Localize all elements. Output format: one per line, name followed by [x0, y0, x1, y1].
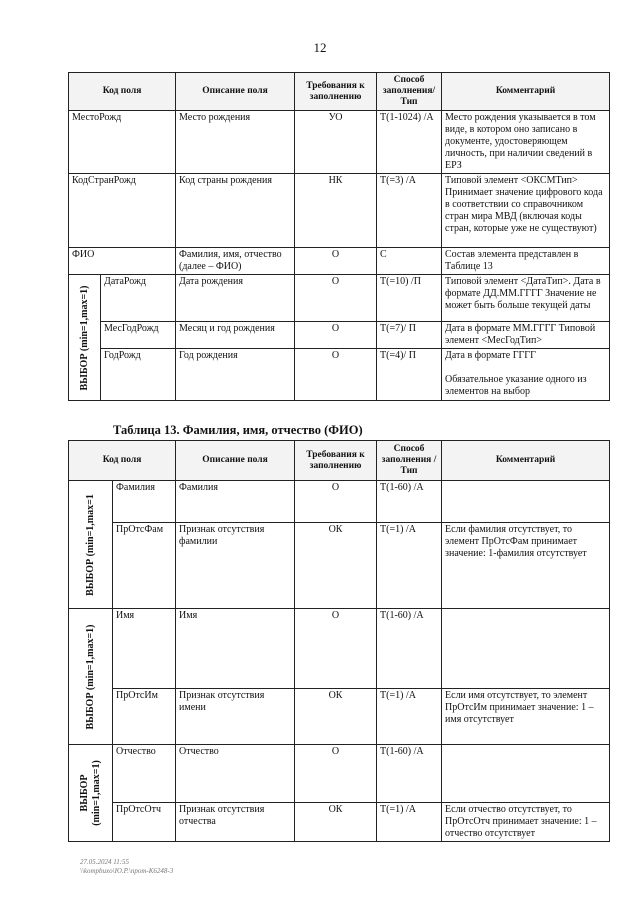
cell-method: Т(=1) /А	[377, 523, 442, 609]
table-fio	[68, 440, 610, 842]
cell-req: О	[295, 322, 377, 349]
cell-desc: Место рождения	[176, 111, 295, 174]
header-comment: Комментарий	[442, 441, 610, 481]
comment-line: Обязательное указание одного из элементов на выбор	[445, 374, 587, 397]
cell-comment: Типовой элемент <ОКСМТип> Принимает значение цифрового кода в соответствии со справочником стран мира МВД (включая коды стран, которые уже не существуют)	[442, 174, 610, 248]
cell-desc: Имя	[176, 609, 295, 689]
cell-method: С	[377, 248, 442, 275]
cell-comment: Если имя отсутствует, то элемент ПрОтсИм принимает значение: 1 – имя отсутствует	[442, 689, 610, 745]
cell-comment: Типовой элемент <ДатаТип>. Дата в формате ДД.ММ.ГГГГ Значение не может быть больше текущей даты	[442, 275, 610, 322]
cell-method: Т(1-60) /А	[377, 609, 442, 689]
cell-method: Т(=1) /А	[377, 803, 442, 842]
cell-method: Т(=3) /А	[377, 174, 442, 248]
cell-comment: Дата в формате ММ.ГГГГ Типовой элемент <МесГодТип>	[442, 322, 610, 349]
cell-desc: Признак отсутствия фамилии	[176, 523, 295, 609]
cell-code: ПрОтсИм	[113, 689, 176, 745]
choice-label-cell	[69, 275, 101, 401]
cell-code: ФИО	[69, 248, 176, 275]
cell-desc: Месяц и год рождения	[176, 322, 295, 349]
cell-code: ПрОтсОтч	[113, 803, 176, 842]
table-row	[69, 111, 610, 174]
cell-comment	[442, 609, 610, 689]
cell-req: ОК	[295, 803, 377, 842]
cell-req: ОК	[295, 523, 377, 609]
choice-label-cell	[69, 481, 113, 609]
cell-comment	[442, 745, 610, 803]
footer-date: 27.05.2024 11:55	[80, 858, 130, 866]
cell-req: О	[295, 481, 377, 523]
cell-method: Т(=7)/ П	[377, 322, 442, 349]
table-row	[69, 803, 610, 842]
table-row	[69, 609, 610, 689]
cell-code: ПрОтсФам	[113, 523, 176, 609]
table-row	[69, 322, 610, 349]
cell-desc: Фамилия, имя, отчество (далее – ФИО)	[176, 248, 295, 275]
cell-comment: Место рождения указывается в том виде, в котором оно записано в документе, удостоверяющем личность, при наличии сведений в ЕРЗ	[442, 111, 610, 174]
cell-comment	[442, 349, 610, 401]
choice-label-cell	[69, 745, 113, 842]
header-req: Требования к заполнению	[295, 73, 377, 111]
cell-method: Т(1-1024) /А	[377, 111, 442, 174]
header-method: Способ заполнения/ Тип	[377, 73, 442, 111]
cell-desc: Фамилия	[176, 481, 295, 523]
cell-method: Т(=1) /А	[377, 689, 442, 745]
cell-code: ГодРожд	[101, 349, 176, 401]
cell-method: Т(=4)/ П	[377, 349, 442, 401]
cell-comment: Состав элемента представлен в Таблице 13	[442, 248, 610, 275]
cell-code: ДатаРожд	[101, 275, 176, 322]
cell-comment: Если фамилия отсутствует, то элемент ПрОтсФам принимает значение: 1-фамилия отсутствует	[442, 523, 610, 609]
table-row	[69, 248, 610, 275]
cell-req: ОК	[295, 689, 377, 745]
table-row	[69, 523, 610, 609]
cell-req: УО	[295, 111, 377, 174]
table-row	[69, 349, 610, 401]
cell-comment: Если отчество отсутствует, то ПрОтсОтч принимает значение: 1 – отчество отсутствует	[442, 803, 610, 842]
cell-method: Т(1-60) /А	[377, 481, 442, 523]
header-code: Код поля	[69, 73, 176, 111]
choice-label: ВЫБОР (min=1,max=1)	[84, 624, 96, 729]
header-method: Способ заполнения /Тип	[377, 441, 442, 481]
table-row	[69, 174, 610, 248]
footer-path: \\kompbuxo\Ю.Р.\прот-К6248-3	[80, 867, 174, 875]
cell-comment	[442, 481, 610, 523]
table-row	[69, 745, 610, 803]
choice-label: ВЫБОР (min=1,max=1)	[78, 760, 102, 826]
cell-req: О	[295, 609, 377, 689]
table-row	[69, 275, 610, 322]
page-number: 12	[313, 40, 327, 55]
cell-code: Имя	[113, 609, 176, 689]
choice-label: ВЫБОР (min=1,max=1)	[78, 285, 90, 390]
cell-method: Т(=10) /П	[377, 275, 442, 322]
header-desc: Описание поля	[176, 441, 295, 481]
footer-stamp	[80, 858, 173, 876]
cell-desc: Код страны рождения	[176, 174, 295, 248]
cell-code: КодСтранРожд	[69, 174, 176, 248]
header-comment: Комментарий	[442, 73, 610, 111]
cell-desc: Год рождения	[176, 349, 295, 401]
cell-req: О	[295, 275, 377, 322]
header-desc: Описание поля	[176, 73, 295, 111]
cell-desc: Дата рождения	[176, 275, 295, 322]
cell-method: Т(1-60) /А	[377, 745, 442, 803]
table13-title: Таблица 13. Фамилия, имя, отчество (ФИО)	[113, 423, 363, 437]
header-code: Код поля	[69, 441, 176, 481]
cell-desc: Признак отсутствия имени	[176, 689, 295, 745]
cell-desc: Признак отсутствия отчества	[176, 803, 295, 842]
cell-code: Фамилия	[113, 481, 176, 523]
cell-code: Отчество	[113, 745, 176, 803]
comment-line: Дата в формате ГГГГ	[445, 350, 536, 361]
choice-label-cell	[69, 609, 113, 745]
cell-req: НК	[295, 174, 377, 248]
cell-req: О	[295, 745, 377, 803]
cell-code: МестоРожд	[69, 111, 176, 174]
cell-req: О	[295, 248, 377, 275]
cell-code: МесГодРожд	[101, 322, 176, 349]
cell-desc: Отчество	[176, 745, 295, 803]
choice-label: ВЫБОР (min=1,max=1	[84, 493, 96, 596]
cell-req: О	[295, 349, 377, 401]
table-row	[69, 481, 610, 523]
header-req: Требования к заполнению	[295, 441, 377, 481]
table-row	[69, 689, 610, 745]
table-birth-info	[68, 72, 610, 401]
